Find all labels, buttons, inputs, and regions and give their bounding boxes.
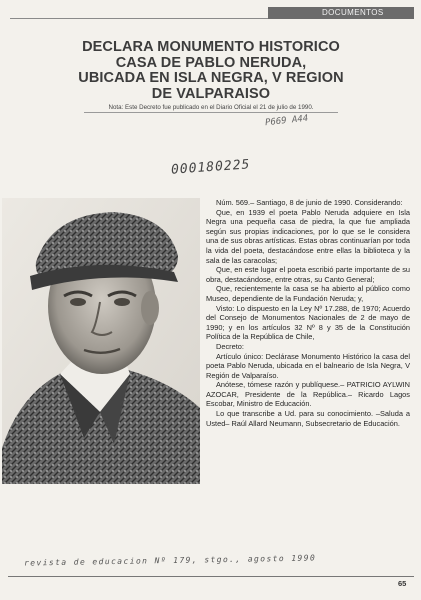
paragraph: Que, en 1939 el poeta Pablo Neruda adquiere en Isla Negra una pequeña casa de piedra, la que fue ampliada según sus propias indicaciones, por lo que se le considera una de sus obras artísticas. Estas obras continuarían por toda la vida del poeta, destacándose entre ellas la biblioteca y la sala de las caracolas;	[206, 207, 410, 265]
paragraph: Que, en este lugar el poeta escribió parte importante de su obra, destacándose, entre otras, su Canto General;	[206, 265, 410, 284]
handwritten-number: 000180225	[170, 157, 251, 178]
title-line: CASA DE PABLO NERUDA,	[115, 54, 307, 71]
paragraph: Que, recientemente la casa se ha abierto al público como Museo, dependiente de la Fundación Neruda; y,	[206, 284, 410, 303]
paragraph: Visto: Lo dispuesto en la Ley Nº 17.288, de 1970; Acuerdo del Consejo de Monumentos Nacionales de 2 de mayo de 1990; y en los artículos 32 Nº 8 y 35 de la Constitución Política de la República de Chile,	[206, 303, 410, 342]
paragraph: Artículo único: Declárase Monumento Histórico la casa del poeta Pablo Neruda, ubicada en el balneario de Isla Negra, V Región de Valparaíso.	[206, 351, 410, 380]
footer-rule	[8, 576, 414, 577]
note-rule	[84, 112, 338, 113]
section-label: DOCUMENTOS	[268, 7, 414, 19]
portrait-illustration	[2, 198, 200, 484]
paragraph: Anótese, tómese razón y publíquese.– PATRICIO AYLWIN AZOCAR, Presidente de la República.– Ricardo Lagos Escobar, Ministro de Educación.	[206, 380, 410, 409]
handwritten-footer: revista de educacion Nº 179, stgo., agosto 1990	[23, 553, 317, 568]
paragraph: Lo que transcribe a Ud. para su conocimiento. –Saluda a Usted– Raúl Allard Neumann, Subsecretario de Educación.	[206, 409, 410, 428]
title-line: DECLARA MONUMENTO HISTORICO	[82, 39, 340, 55]
handwritten-reference: P669 A44	[264, 113, 309, 129]
paragraph: Decreto:	[216, 341, 244, 351]
page-title	[50, 40, 372, 102]
portrait-photo	[2, 198, 200, 484]
paragraph: Núm. 569.– Santiago, 8 de junio de 1990. Considerando:	[216, 198, 403, 207]
title-line: DE VALPARAISO	[151, 85, 271, 102]
title-line: UBICADA EN ISLA NEGRA, V REGION	[78, 70, 344, 86]
page-number: 65	[398, 579, 407, 588]
decree-text	[206, 198, 410, 428]
publication-note: Nota: Este Decreto fue publicado en el Diario Oficial el 21 de julio de 1990.	[108, 104, 314, 111]
